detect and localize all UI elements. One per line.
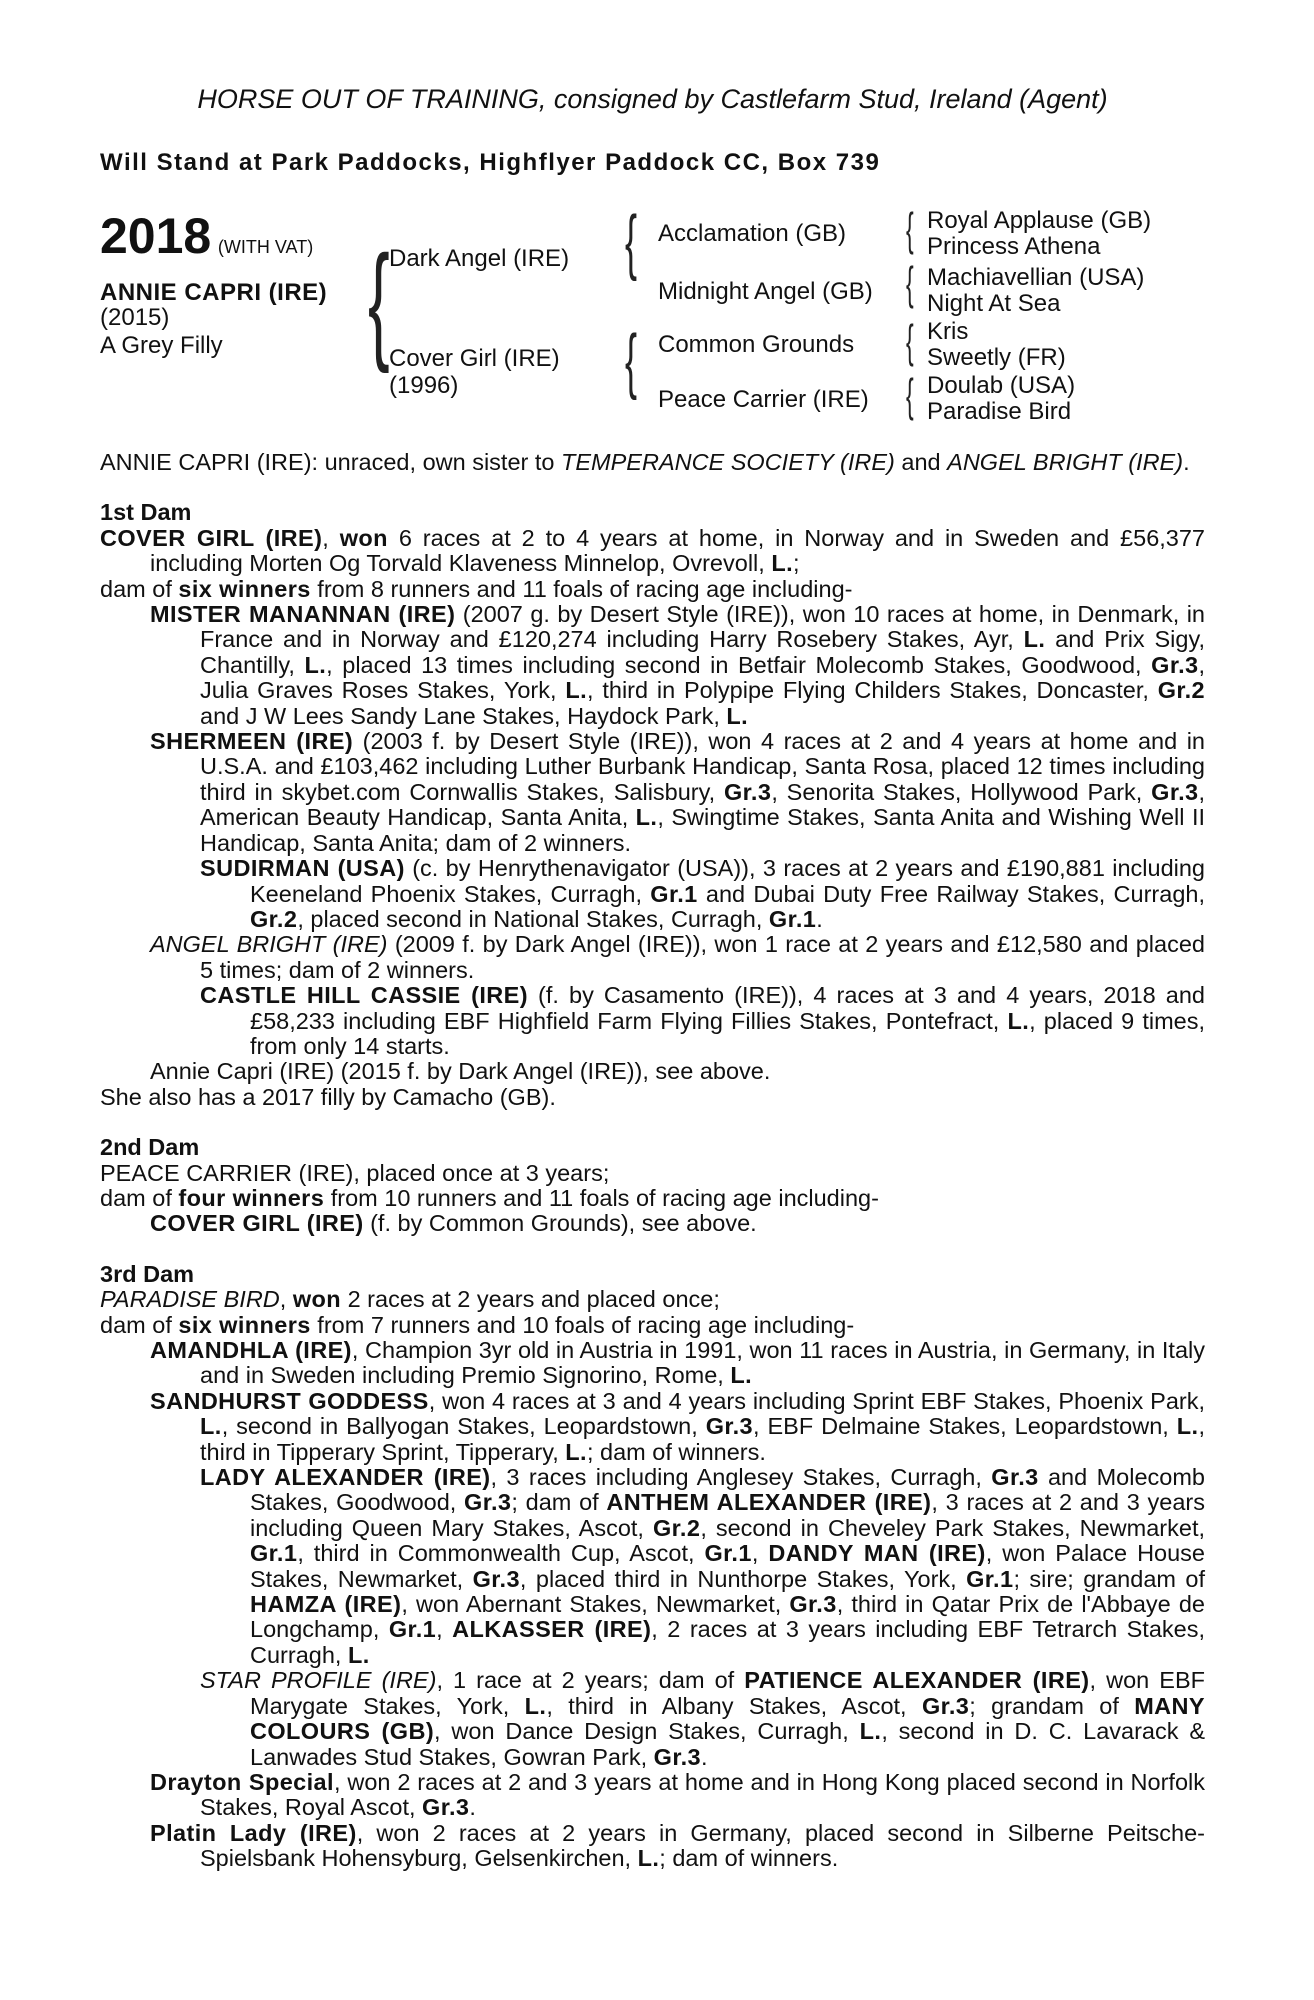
produce-star-profile: STAR PROFILE (IRE), 1 race at 2 years; dam of PATIENCE ALEXANDER (IRE), won EBF Marygate Stakes, York, L., third in Albany Stakes, Ascot, Gr.3; grandam of MANY COLOURS (GB), won Dance Design Stakes, Curragh, L., second in D. C. Lavarack & Lanwades Stud Stakes, Gowran Park, Gr.3. [200,1667,1205,1770]
dam3-produce-summary: dam of six winners from 7 runners and 10 foals of racing age including- [100,1311,855,1338]
pedigree-sire-sire: Acclamation (GB) [658,220,847,247]
dam2-produce-summary: dam of four winners from 10 runners and 11 foals of racing age including- [100,1184,879,1211]
produce-sandhurst-goddess: SANDHURST GODDESS, won 4 races at 3 and 4 years including Sprint EBF Stakes, Phoenix Park, L., second in Ballyogan Stakes, Leopardstown, Gr.3, EBF Delmaine Stakes, Leopardstown, L., third in Tipperary Sprint, Tipperary, L.; dam of winners. [150,1387,1205,1465]
lot-year-line [100,210,313,262]
pedigree-dds: Doulab (USA) [927,372,1076,399]
pedigree-sire-brace: { [625,202,638,282]
pedigree-notes [100,450,1205,1872]
pedigree-brace-sd: { [906,257,914,309]
lot-year: 2018 [100,208,212,264]
produce-shermeen: SHERMEEN (IRE) (2003 f. by Desert Style (IRE)), won 4 races at 2 and 4 years at home and in U.S.A. and £103,462 including Luther Burbank Handicap, Santa Rosa, placed 12 times including third in skybet.com Cornwallis Stakes, Salisbury, Gr.3, Senorita Stakes, Hollywood Park, Gr.3, American Beauty Handicap, Santa Anita, L., Swingtime Stakes, Santa Anita and Wishing Well II Handicap, Santa Anita; dam of 2 winners. [150,728,1206,856]
pedigree-dam-dam: Peace Carrier (IRE) [658,386,869,413]
pedigree-dam-year: (1996) [389,372,459,399]
second-dam-heading: 2nd Dam [100,1134,200,1161]
dam-cover-girl: COVER GIRL (IRE), won 6 races at 2 to 4 years at home, in Norway and in Sweden and £56,377 including Morten Og Torvald Klaveness Minnelop, Ovrevoll, L.; [100,524,1206,577]
first-dam-heading: 1st Dam [100,499,192,526]
pedigree-brace-ds: { [906,315,914,367]
stand-location: Will Stand at Park Paddocks, Highflyer Paddock CC, Box 739 [100,149,881,176]
pedigree-main-brace: { [368,228,390,374]
produce-annie-capri: Annie Capri (IRE) (2015 f. by Dark Angel (IRE)), see above. [150,1058,771,1085]
produce-angel-bright: ANGEL BRIGHT (IRE) (2009 f. by Dark Angel (IRE)), won 1 race at 2 years and £12,580 and placed 5 times; dam of 2 winners. [150,931,1205,983]
horse-name: ANNIE CAPRI (IRE) [100,279,328,306]
produce-castle-hill-cassie: CASTLE HILL CASSIE (IRE) (f. by Casamento (IRE)), 4 races at 3 and 4 years, 2018 and £58,233 including EBF Highfield Farm Flying Fillies Stakes, Pontefract, L., placed 9 times, from only 14 starts. [200,982,1206,1059]
produce-cover-girl: COVER GIRL (IRE) (f. by Common Grounds), see above. [150,1210,757,1237]
vat-note: (WITH VAT) [217,237,314,257]
produce-mister-manannan: MISTER MANANNAN (IRE) (2007 g. by Desert Style (IRE)), won 10 races at home, in Denmark, in France and in Norway and £120,274 including Harry Rosebery Stakes, Ayr, L. and Prix Sigy, Chantilly, L., placed 13 times including second in Betfair Molecomb Stakes, Goodwood, Gr.3, Julia Graves Roses Stakes, York, L., third in Polypipe Flying Childers Stakes, Doncaster, Gr.2 and J W Lees Sandy Lane Stakes, Haydock Park, L. [150,601,1206,729]
pedigree-dam: Cover Girl (IRE) [389,345,560,372]
pedigree-sds: Machiavellian (USA) [927,264,1145,291]
pedigree-sdd: Night At Sea [927,290,1061,317]
foaled-year: (2015) [100,304,170,331]
pedigree-dam-sire: Common Grounds [658,331,855,358]
pedigree-brace-dd: { [906,369,914,421]
intro-paragraph: ANNIE CAPRI (IRE): unraced, own sister to TEMPERANCE SOCIETY (IRE) and ANGEL BRIGHT (IRE). [100,449,1190,475]
produce-sudirman: SUDIRMAN (USA) (c. by Henrythenavigator (USA)), 3 races at 2 years and £190,881 including Keeneland Phoenix Stakes, Curragh, Gr.1 and Dubai Duty Free Railway Stakes, Curragh, Gr.2, placed second in National Stakes, Curragh, Gr.1. [200,855,1206,932]
produce-drayton-special: Drayton Special, won 2 races at 2 and 3 years at home and in Hong Kong placed second in Norfolk Stakes, Royal Ascot, Gr.3. [150,1768,1205,1821]
pedigree-dss: Kris [927,318,969,345]
pedigree-sire: Dark Angel (IRE) [389,245,570,272]
dam-peace-carrier: PEACE CARRIER (IRE), placed once at 3 years; [100,1159,610,1186]
horse-description: A Grey Filly [100,332,223,359]
pedigree-brace-ss: { [906,203,914,255]
pedigree-ssd: Princess Athena [927,233,1101,260]
pedigree-dsd: Sweetly (FR) [927,344,1066,371]
pedigree-sss: Royal Applause (GB) [927,207,1152,234]
produce-amandhla: AMANDHLA (IRE), Champion 3yr old in Austria in 1991, won 11 races in Austria, in Germany, in Italy and in Sweden including Premio Signorino, Rome, L. [150,1337,1205,1389]
dam-paradise-bird: PARADISE BIRD, won 2 races at 2 years and placed once; [100,1286,720,1313]
third-dam-heading: 3rd Dam [100,1260,195,1287]
pedigree-dam-brace: { [625,321,638,401]
produce-lady-alexander: LADY ALEXANDER (IRE), 3 races including Anglesey Stakes, Curragh, Gr.3 and Molecomb Stakes, Goodwood, Gr.3; dam of ANTHEM ALEXANDER (IRE), 3 races at 2 and 3 years including Queen Mary Stakes, Ascot, Gr.2, second in Cheveley Park Stakes, Newmarket, Gr.1, third in Commonwealth Cup, Ascot, Gr.1, DANDY MAN (IRE), won Palace House Stakes, Newmarket, Gr.3, placed third in Nunthorpe Stakes, York, Gr.1; sire; grandam of HAMZA (IRE), won Abernant Stakes, Newmarket, Gr.3, third in Qatar Prix de l'Abbaye de Longchamp, Gr.1, ALKASSER (IRE), 2 races at 3 years including EBF Tetrarch Stakes, Curragh, L. [200,1464,1206,1668]
produce-2017-filly: She also has a 2017 filly by Camacho (GB). [100,1083,556,1110]
dam1-produce-summary: dam of six winners from 8 runners and 11 foals of racing age including- [100,575,853,602]
pedigree-ddd: Paradise Bird [927,398,1072,425]
consignor-heading: HORSE OUT OF TRAINING, consigned by Castlefarm Stud, Ireland (Agent) [197,84,1108,114]
produce-platin-lady: Platin Lady (IRE), won 2 races at 2 years in Germany, placed second in Silberne Peitsche-Spielsbank Hohensyburg, Gelsenkirchen, L.; dam of winners. [150,1819,1205,1872]
pedigree-sire-dam: Midnight Angel (GB) [658,278,873,305]
